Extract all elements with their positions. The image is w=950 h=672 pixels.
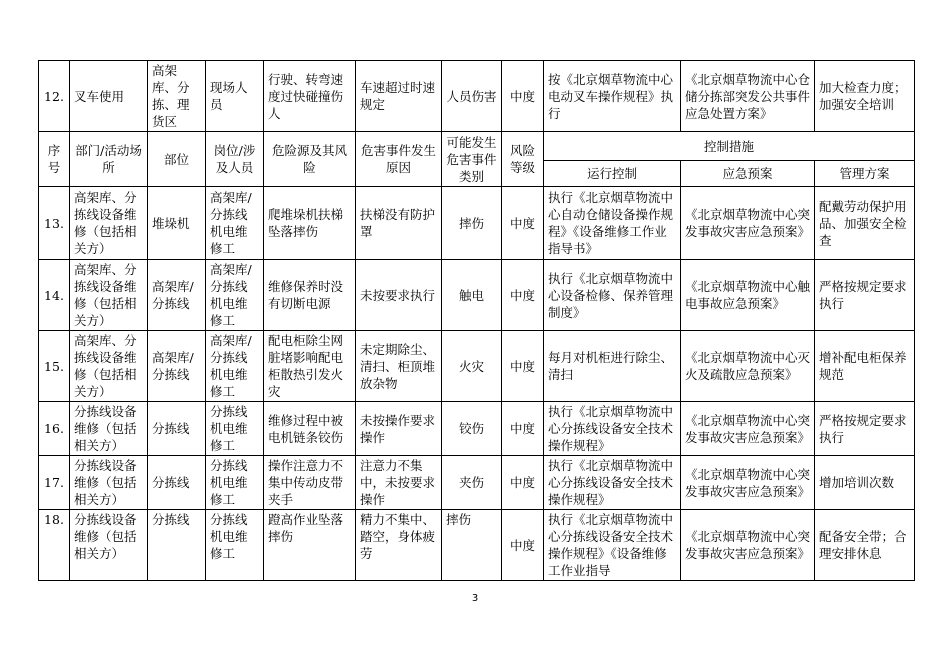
page-number: 3 <box>471 593 479 604</box>
hazard-cell: 配电柜除尘网脏堵影响配电柜散热引发火灾 <box>264 331 356 402</box>
operation-control-cell: 每月对机柜进行除尘、清扫 <box>544 331 681 402</box>
hazard-cell: 维修保养时没有切断电源 <box>264 260 356 331</box>
cause-cell: 未定期除尘、清扫、柜顶堆放杂物 <box>356 331 442 402</box>
header-location: 部位 <box>148 132 206 187</box>
risk-level-cell: 中度 <box>502 402 544 456</box>
row-number-cell: 16. <box>39 402 70 456</box>
row-number-cell: 12. <box>39 61 70 132</box>
header-row <box>39 132 915 161</box>
management-plan-cell: 增加培训次数 <box>815 456 915 510</box>
location-cell: 分拣线 <box>148 402 206 456</box>
header-risk-level: 风险等级 <box>502 132 544 187</box>
cause-cell: 车速超过时速规定 <box>356 61 442 132</box>
category-cell: 人员伤害 <box>442 61 502 132</box>
table-row <box>39 260 915 331</box>
cause-cell: 未按操作要求操作 <box>356 402 442 456</box>
location-cell: 堆垛机 <box>148 187 206 260</box>
category-cell: 触电 <box>442 260 502 331</box>
table-row <box>39 456 915 510</box>
cause-cell: 扶梯没有防护罩 <box>356 187 442 260</box>
table-row <box>39 61 915 132</box>
category-cell: 铰伤 <box>442 402 502 456</box>
post-cell: 分拣线机电维修工 <box>206 510 264 581</box>
post-cell: 分拣线机电维修工 <box>206 402 264 456</box>
department-cell: 叉车使用 <box>70 61 148 132</box>
header-management-plan: 管理方案 <box>815 161 915 187</box>
location-cell: 高架库/分拣线 <box>148 331 206 402</box>
row-number-cell: 13. <box>39 187 70 260</box>
department-cell: 分拣线设备维修（包括相关方） <box>70 510 148 581</box>
hazard-cell: 爬堆垛机扶梯坠落摔伤 <box>264 187 356 260</box>
post-cell: 高架库/分拣线机电维修工 <box>206 260 264 331</box>
header-cause: 危害事件发生原因 <box>356 132 442 187</box>
cause-cell: 未按要求执行 <box>356 260 442 331</box>
department-cell: 高架库、分拣线设备维修（包括相关方） <box>70 260 148 331</box>
location-cell: 高架库/分拣线 <box>148 260 206 331</box>
row-number-cell: 17. <box>39 456 70 510</box>
post-cell: 分拣线机电维修工 <box>206 456 264 510</box>
header-department: 部门/活动场所 <box>70 132 148 187</box>
cause-cell: 注意力不集中，未按要求操作 <box>356 456 442 510</box>
risk-level-cell: 中度 <box>502 510 544 581</box>
management-plan-cell: 配戴劳动保护用品、加强安全检查 <box>815 187 915 260</box>
risk-control-table <box>38 60 915 581</box>
department-cell: 高架库、分拣线设备维修（包括相关方） <box>70 331 148 402</box>
hazard-cell: 蹬高作业坠落摔伤 <box>264 510 356 581</box>
risk-level-cell: 中度 <box>502 456 544 510</box>
emergency-plan-cell: 《北京烟草物流中心突发事故灾害应急预案》 <box>681 187 815 260</box>
location-cell: 分拣线 <box>148 456 206 510</box>
table-row <box>39 402 915 456</box>
hazard-cell: 行驶、转弯速度过快碰撞伤人 <box>264 61 356 132</box>
row-number-cell: 14. <box>39 260 70 331</box>
post-cell: 高架库/分拣线机电维修工 <box>206 187 264 260</box>
operation-control-cell: 执行《北京烟草物流中心分拣线设备安全技术操作规程》 <box>544 456 681 510</box>
location-cell: 高架库、分拣、理货区 <box>148 61 206 132</box>
operation-control-cell: 执行《北京烟草物流中心分拣线设备安全技术操作规程》 <box>544 402 681 456</box>
management-plan-cell: 配备安全带；合理安排休息 <box>815 510 915 581</box>
category-cell: 火灾 <box>442 331 502 402</box>
management-plan-cell: 增补配电柜保养规范 <box>815 331 915 402</box>
header-operation-control: 运行控制 <box>544 161 681 187</box>
emergency-plan-cell: 《北京烟草物流中心灭火及疏散应急预案》 <box>681 331 815 402</box>
post-cell: 现场人员 <box>206 61 264 132</box>
risk-level-cell: 中度 <box>502 331 544 402</box>
post-cell: 高架库/分拣线机电维修工 <box>206 331 264 402</box>
header-emergency-plan: 应急预案 <box>681 161 815 187</box>
header-no: 序号 <box>39 132 70 187</box>
table-row <box>39 187 915 260</box>
category-cell: 夹伤 <box>442 456 502 510</box>
emergency-plan-cell: 《北京烟草物流中心触电事故应急预案》 <box>681 260 815 331</box>
risk-level-cell: 中度 <box>502 61 544 132</box>
operation-control-cell: 按《北京烟草物流中心电动叉车操作规程》执行 <box>544 61 681 132</box>
header-category: 可能发生危害事件类别 <box>442 132 502 187</box>
hazard-cell: 维修过程中被电机链条铰伤 <box>264 402 356 456</box>
header-post: 岗位/涉及人员 <box>206 132 264 187</box>
table-row <box>39 331 915 402</box>
risk-level-cell: 中度 <box>502 260 544 331</box>
category-cell: 摔伤 <box>442 187 502 260</box>
department-cell: 分拣线设备维修（包括相关方） <box>70 456 148 510</box>
management-plan-cell: 严格按规定要求执行 <box>815 260 915 331</box>
header-control-measures: 控制措施 <box>544 132 915 161</box>
department-cell: 分拣线设备维修（包括相关方） <box>70 402 148 456</box>
emergency-plan-cell: 《北京烟草物流中心仓储分拣部突发公共事件应急处置方案》 <box>681 61 815 132</box>
emergency-plan-cell: 《北京烟草物流中心突发事故灾害应急预案》 <box>681 510 815 581</box>
hazard-cell: 操作注意力不集中传动皮带夹手 <box>264 456 356 510</box>
cause-cell: 精力不集中、踏空，身体疲劳 <box>356 510 442 581</box>
table-row <box>39 510 915 581</box>
emergency-plan-cell: 《北京烟草物流中心突发事故灾害应急预案》 <box>681 456 815 510</box>
operation-control-cell: 执行《北京烟草物流中心分拣线设备安全技术操作规程》《设备维修工作业指导 <box>544 510 681 581</box>
operation-control-cell: 执行《北京烟草物流中心设备检修、保养管理制度》 <box>544 260 681 331</box>
row-number-cell: 18. <box>39 510 70 581</box>
management-plan-cell: 加大检查力度；加强安全培训 <box>815 61 915 132</box>
header-hazard: 危险源及其风险 <box>264 132 356 187</box>
risk-level-cell: 中度 <box>502 187 544 260</box>
management-plan-cell: 严格按规定要求执行 <box>815 402 915 456</box>
category-cell: 摔伤 <box>442 510 502 581</box>
location-cell: 分拣线 <box>148 510 206 581</box>
row-number-cell: 15. <box>39 331 70 402</box>
department-cell: 高架库、分拣线设备维修（包括相关方） <box>70 187 148 260</box>
emergency-plan-cell: 《北京烟草物流中心突发事故灾害应急预案》 <box>681 402 815 456</box>
operation-control-cell: 执行《北京烟草物流中心自动仓储设备操作规程》《设备维修工作业指导书》 <box>544 187 681 260</box>
